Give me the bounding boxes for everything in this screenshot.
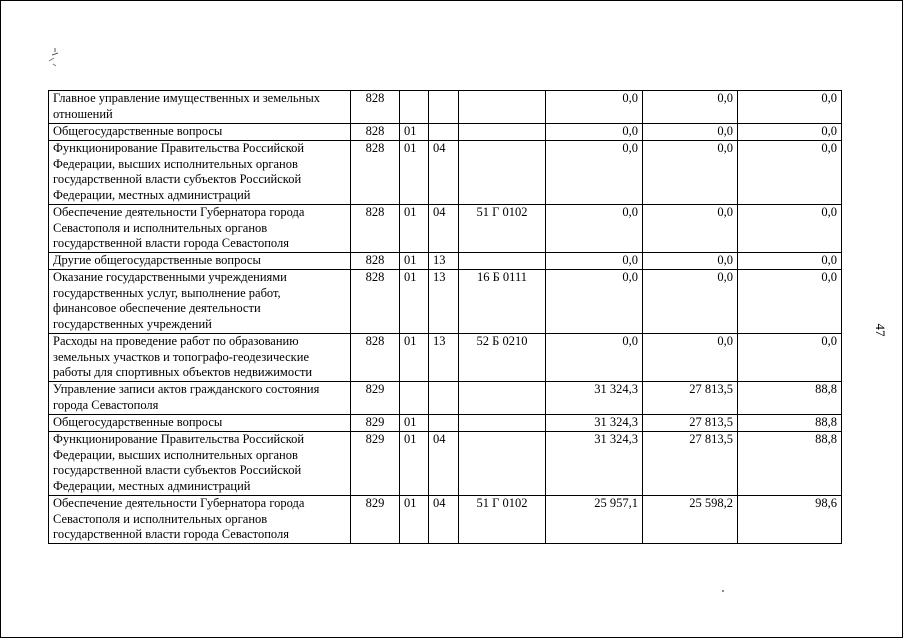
row-ved: 829 xyxy=(351,496,400,544)
table-row xyxy=(49,432,842,496)
row-pr: 04 xyxy=(429,496,459,544)
row-pct: 0,0 xyxy=(738,253,842,270)
row-plan: 0,0 xyxy=(546,253,643,270)
row-plan: 25 957,1 xyxy=(546,496,643,544)
row-pr: 04 xyxy=(429,141,459,205)
row-pr: 13 xyxy=(429,253,459,270)
row-pct: 0,0 xyxy=(738,205,842,253)
row-csr xyxy=(459,91,546,124)
row-ved: 828 xyxy=(351,253,400,270)
row-plan: 31 324,3 xyxy=(546,382,643,415)
page-number: 47 xyxy=(873,323,888,337)
table-row xyxy=(49,141,842,205)
row-name: Управление записи актов гражданского состояния города Севастополя xyxy=(49,382,351,415)
row-name: Другие общегосударственные вопросы xyxy=(49,253,351,270)
row-plan: 0,0 xyxy=(546,141,643,205)
row-csr xyxy=(459,141,546,205)
row-fact: 0,0 xyxy=(643,270,738,334)
table-body xyxy=(49,91,842,544)
row-fact: 0,0 xyxy=(643,124,738,141)
row-name: Обеспечение деятельности Губернатора города Севастополя и исполнительных органов государственной власти города Севастополя xyxy=(49,205,351,253)
row-plan: 0,0 xyxy=(546,91,643,124)
row-csr: 51 Г 0102 xyxy=(459,496,546,544)
row-fact: 27 813,5 xyxy=(643,432,738,496)
row-csr: 51 Г 0102 xyxy=(459,205,546,253)
row-csr xyxy=(459,415,546,432)
row-ved: 828 xyxy=(351,141,400,205)
row-ved: 829 xyxy=(351,415,400,432)
row-name: Общегосударственные вопросы xyxy=(49,124,351,141)
row-csr xyxy=(459,124,546,141)
row-name: Обеспечение деятельности Губернатора города Севастополя и исполнительных органов государственной власти города Севастополя xyxy=(49,496,351,544)
row-name: Функционирование Правительства Российской Федерации, высших исполнительных органов государственной власти субъектов Российской Федерации, местных администраций xyxy=(49,432,351,496)
table-row xyxy=(49,415,842,432)
scan-dot xyxy=(722,590,724,592)
row-pr xyxy=(429,382,459,415)
row-fact: 0,0 xyxy=(643,334,738,382)
row-plan: 0,0 xyxy=(546,205,643,253)
row-pct: 0,0 xyxy=(738,141,842,205)
row-pct: 88,8 xyxy=(738,382,842,415)
table-row xyxy=(49,91,842,124)
row-pr xyxy=(429,124,459,141)
row-fact: 25 598,2 xyxy=(643,496,738,544)
row-ved: 828 xyxy=(351,124,400,141)
table-row xyxy=(49,205,842,253)
row-pr: 04 xyxy=(429,205,459,253)
row-fact: 0,0 xyxy=(643,91,738,124)
row-pr xyxy=(429,415,459,432)
row-csr xyxy=(459,253,546,270)
row-pct: 0,0 xyxy=(738,270,842,334)
row-fact: 27 813,5 xyxy=(643,382,738,415)
row-plan: 0,0 xyxy=(546,124,643,141)
row-fact: 27 813,5 xyxy=(643,415,738,432)
row-rz: 01 xyxy=(400,496,429,544)
row-csr xyxy=(459,382,546,415)
row-fact: 0,0 xyxy=(643,253,738,270)
row-name: Оказание государственными учреждениями государственных услуг, выполнение работ, финансовое обеспечение деятельности государственных учреждений xyxy=(49,270,351,334)
row-ved: 828 xyxy=(351,205,400,253)
row-name: Расходы на проведение работ по образованию земельных участков и топографо-геодезические работы для спортивных объектов недвижимости xyxy=(49,334,351,382)
row-rz: 01 xyxy=(400,432,429,496)
row-pr: 04 xyxy=(429,432,459,496)
row-pct: 0,0 xyxy=(738,91,842,124)
row-plan: 0,0 xyxy=(546,270,643,334)
row-fact: 0,0 xyxy=(643,205,738,253)
scan-artifact-icon xyxy=(47,46,61,68)
row-plan: 31 324,3 xyxy=(546,432,643,496)
row-pr: 13 xyxy=(429,334,459,382)
row-fact: 0,0 xyxy=(643,141,738,205)
row-pr xyxy=(429,91,459,124)
row-rz: 01 xyxy=(400,415,429,432)
table-row xyxy=(49,270,842,334)
row-pct: 88,8 xyxy=(738,432,842,496)
table-row xyxy=(49,124,842,141)
row-rz xyxy=(400,382,429,415)
row-pr: 13 xyxy=(429,270,459,334)
row-plan: 31 324,3 xyxy=(546,415,643,432)
row-ved: 828 xyxy=(351,91,400,124)
row-name: Общегосударственные вопросы xyxy=(49,415,351,432)
row-name: Главное управление имущественных и земельных отношений xyxy=(49,91,351,124)
row-ved: 828 xyxy=(351,270,400,334)
row-plan: 0,0 xyxy=(546,334,643,382)
row-rz: 01 xyxy=(400,124,429,141)
row-csr: 16 Б 0111 xyxy=(459,270,546,334)
table-row xyxy=(49,334,842,382)
row-ved: 829 xyxy=(351,382,400,415)
row-name: Функционирование Правительства Российской Федерации, высших исполнительных органов государственной власти субъектов Российской Федерации, местных администраций xyxy=(49,141,351,205)
table-row xyxy=(49,253,842,270)
row-pct: 98,6 xyxy=(738,496,842,544)
row-rz: 01 xyxy=(400,253,429,270)
row-rz: 01 xyxy=(400,141,429,205)
row-rz: 01 xyxy=(400,270,429,334)
row-pct: 0,0 xyxy=(738,124,842,141)
table-row xyxy=(49,496,842,544)
row-pct: 0,0 xyxy=(738,334,842,382)
row-pct: 88,8 xyxy=(738,415,842,432)
row-rz: 01 xyxy=(400,205,429,253)
table-row xyxy=(49,382,842,415)
row-rz xyxy=(400,91,429,124)
expenditure-table xyxy=(48,90,842,544)
row-rz: 01 xyxy=(400,334,429,382)
row-ved: 829 xyxy=(351,432,400,496)
row-csr xyxy=(459,432,546,496)
row-csr: 52 Б 0210 xyxy=(459,334,546,382)
row-ved: 828 xyxy=(351,334,400,382)
